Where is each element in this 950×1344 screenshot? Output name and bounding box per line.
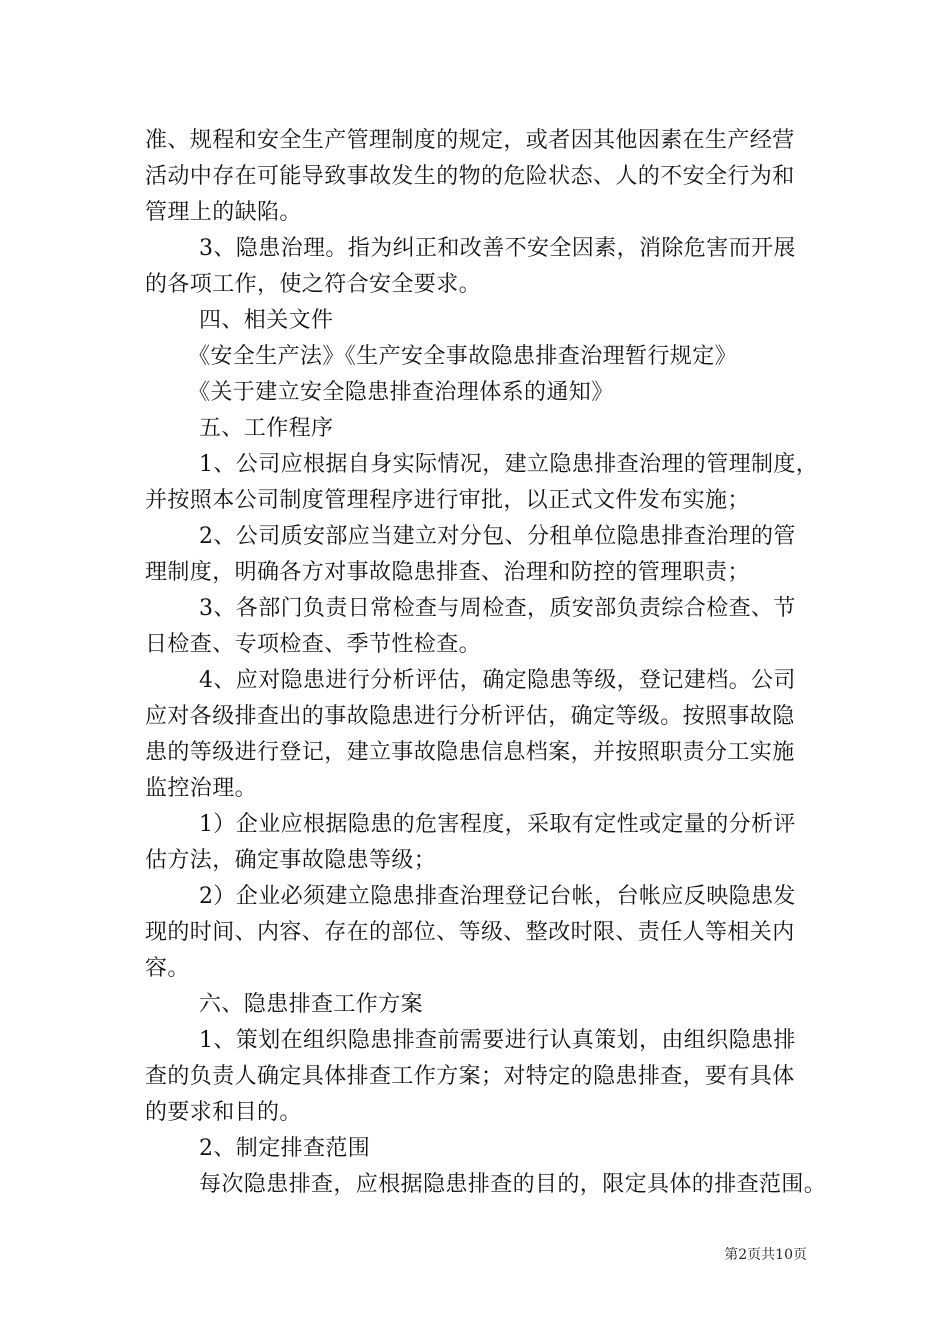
- text-line: 1、策划在组织隐患排查前需要进行认真策划，由组织隐患排: [199, 1028, 796, 1053]
- text-line: 2、制定排查范围: [199, 1136, 371, 1161]
- section-heading: 五、工作程序: [199, 416, 334, 441]
- text-line: 估方法，确定事故隐患等级；: [145, 848, 437, 873]
- text-line: 1、公司应根据自身实际情况，建立隐患排查治理的管理制度，: [199, 452, 819, 477]
- section-heading: 六、隐患排查工作方案: [199, 992, 424, 1017]
- text-line: 查的负责人确定具体排查工作方案；对特定的隐患排查，要有具体: [145, 1064, 795, 1089]
- text-line: 容。: [145, 956, 190, 981]
- text-line: 理制度，明确各方对事故隐患排查、治理和防控的管理职责；: [145, 560, 750, 585]
- text-line: 每次隐患排查，应根据隐患排查的目的，限定具体的排查范围。: [199, 1172, 827, 1197]
- text-line: 的各项工作，使之符合安全要求。: [145, 272, 482, 297]
- text-line: 管理上的缺陷。: [145, 200, 302, 225]
- text-line: 并按照本公司制度管理程序进行审批，以正式文件发布实施；: [145, 488, 750, 513]
- text-line: 2、公司质安部应当建立对分包、分租单位隐患排查治理的管: [199, 524, 796, 549]
- text-line: 监控治理。: [145, 776, 258, 801]
- page-number-footer: 第2页共10页: [724, 1247, 807, 1263]
- text-line: 准、规程和安全生产管理制度的规定，或者因其他因素在生产经营: [145, 128, 795, 153]
- text-line: 《安全生产法》《生产安全事故隐患排查治理暂行规定》: [188, 344, 738, 369]
- text-line: 3、各部门负责日常检查与周检查，质安部负责综合检查、节: [199, 596, 796, 621]
- text-line: 应对各级排查出的事故隐患进行分析评估，确定等级。按照事故隐: [145, 704, 795, 729]
- text-line: 患的等级进行登记，建立事故隐患信息档案，并按照职责分工实施: [145, 740, 795, 765]
- text-line: 2）企业必须建立隐患排查治理登记台帐，台帐应反映隐患发: [199, 884, 796, 909]
- text-line: 日检查、专项检查、季节性检查。: [145, 632, 482, 657]
- section-heading: 四、相关文件: [199, 308, 334, 333]
- text-line: 1）企业应根据隐患的危害程度，采取有定性或定量的分析评: [199, 812, 796, 837]
- text-line: 《关于建立安全隐患排查治理体系的通知》: [188, 380, 614, 405]
- text-line: 3、隐患治理。指为纠正和改善不安全因素，消除危害而开展: [199, 236, 796, 261]
- text-line: 的要求和目的。: [145, 1100, 302, 1125]
- text-line: 活动中存在可能导致事故发生的物的危险状态、人的不安全行为和: [145, 164, 795, 189]
- text-line: 现的时间、内容、存在的部位、等级、整改时限、责任人等相关内: [145, 920, 795, 945]
- text-line: 4、应对隐患进行分析评估，确定隐患等级，登记建档。公司: [199, 668, 796, 693]
